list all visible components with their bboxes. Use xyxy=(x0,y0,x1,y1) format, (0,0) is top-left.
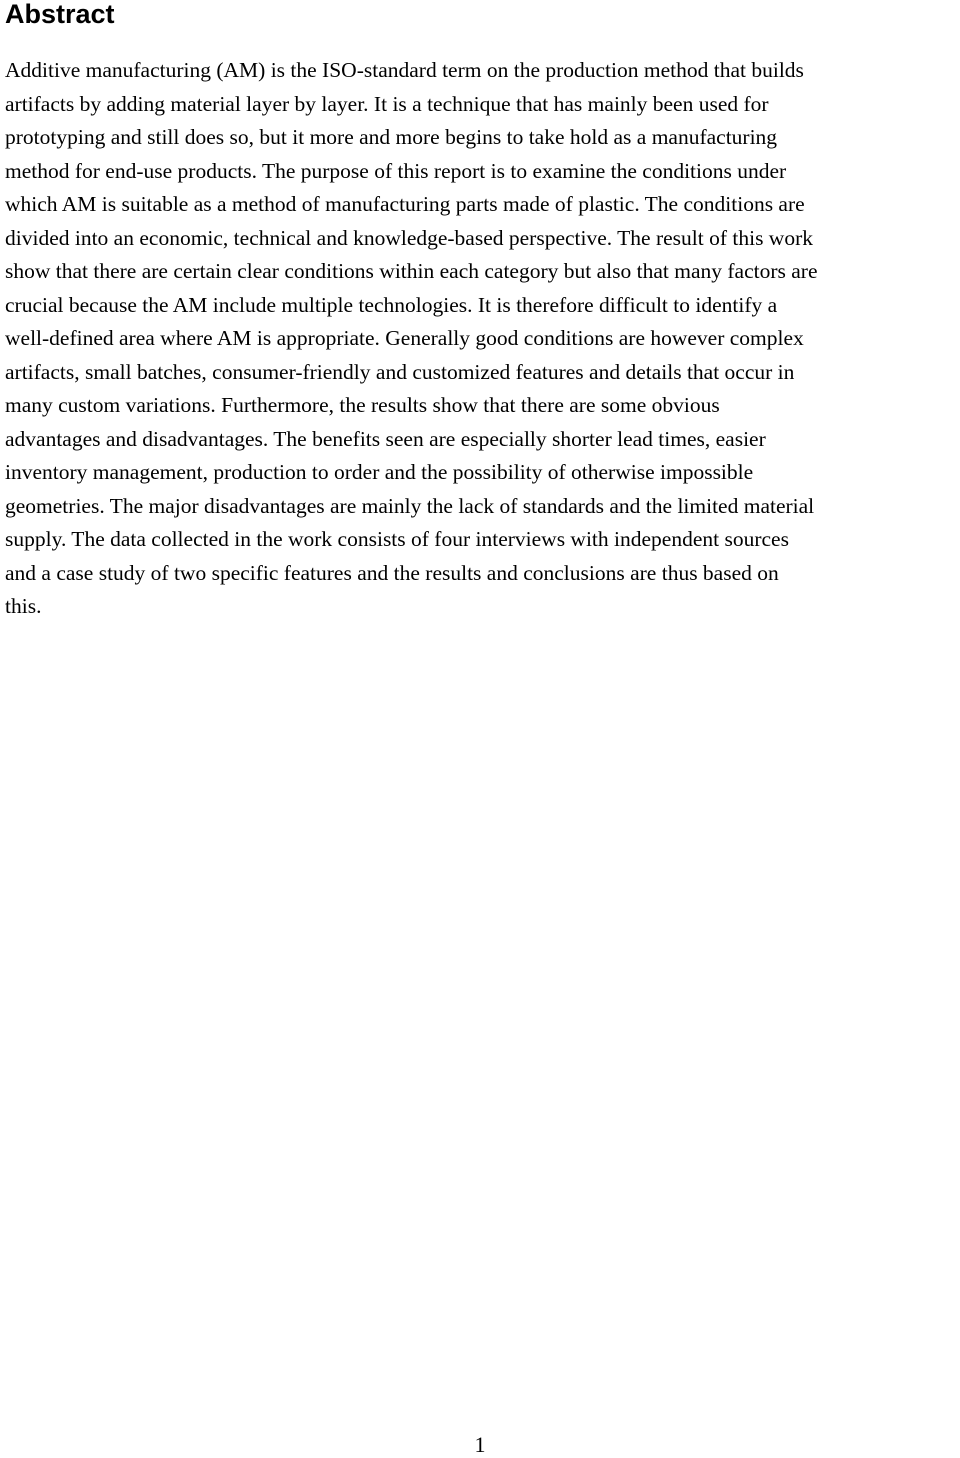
paragraph-line: many custom variations. Furthermore, the results show that there are some obvious xyxy=(5,393,720,417)
paragraph-line: artifacts by adding material layer by layer. It is a technique that has mainly been used for xyxy=(5,91,769,116)
paragraph-line: show that there are certain clear conditions within each category but also that many factors are xyxy=(5,259,818,283)
paragraph-line: prototyping and still does so, but it more and more begins to take hold as a manufacturing xyxy=(5,125,778,149)
paragraph-line: crucial because the AM include multiple technologies. It is therefore difficult to identify a xyxy=(5,292,778,317)
paragraph-line: inventory management, production to order and the possibility of otherwise impossible xyxy=(5,460,754,484)
paragraph-line: divided into an economic, technical and knowledge-based perspective. The result of this work xyxy=(5,225,813,250)
paragraph-line: well-defined area where AM is appropriate. Generally good conditions are however complex xyxy=(5,326,804,350)
page-title: Abstract xyxy=(5,0,115,29)
page-number: 1 xyxy=(474,1432,486,1457)
abstract-paragraph xyxy=(5,54,957,624)
paragraph-line: artifacts, small batches, consumer-friendly and customized features and details that occur in xyxy=(5,359,795,384)
paragraph-line: geometries. The major disadvantages are mainly the lack of standards and the limited material xyxy=(5,493,815,518)
paragraph-line: supply. The data collected in the work consists of four interviews with independent sources xyxy=(5,527,789,551)
paragraph-line: and a case study of two specific features and the results and conclusions are thus based on xyxy=(5,560,779,585)
paragraph-line: advantages and disadvantages. The benefits seen are especially shorter lead times, easier xyxy=(5,426,766,451)
paragraph-line: method for end-use products. The purpose of this report is to examine the conditions under xyxy=(5,158,787,183)
paragraph-line: which AM is suitable as a method of manufacturing parts made of plastic. The conditions are xyxy=(5,192,805,216)
paragraph-line: Additive manufacturing (AM) is the ISO-standard term on the production method that builds xyxy=(5,58,804,82)
paragraph-line: this. xyxy=(5,594,42,618)
